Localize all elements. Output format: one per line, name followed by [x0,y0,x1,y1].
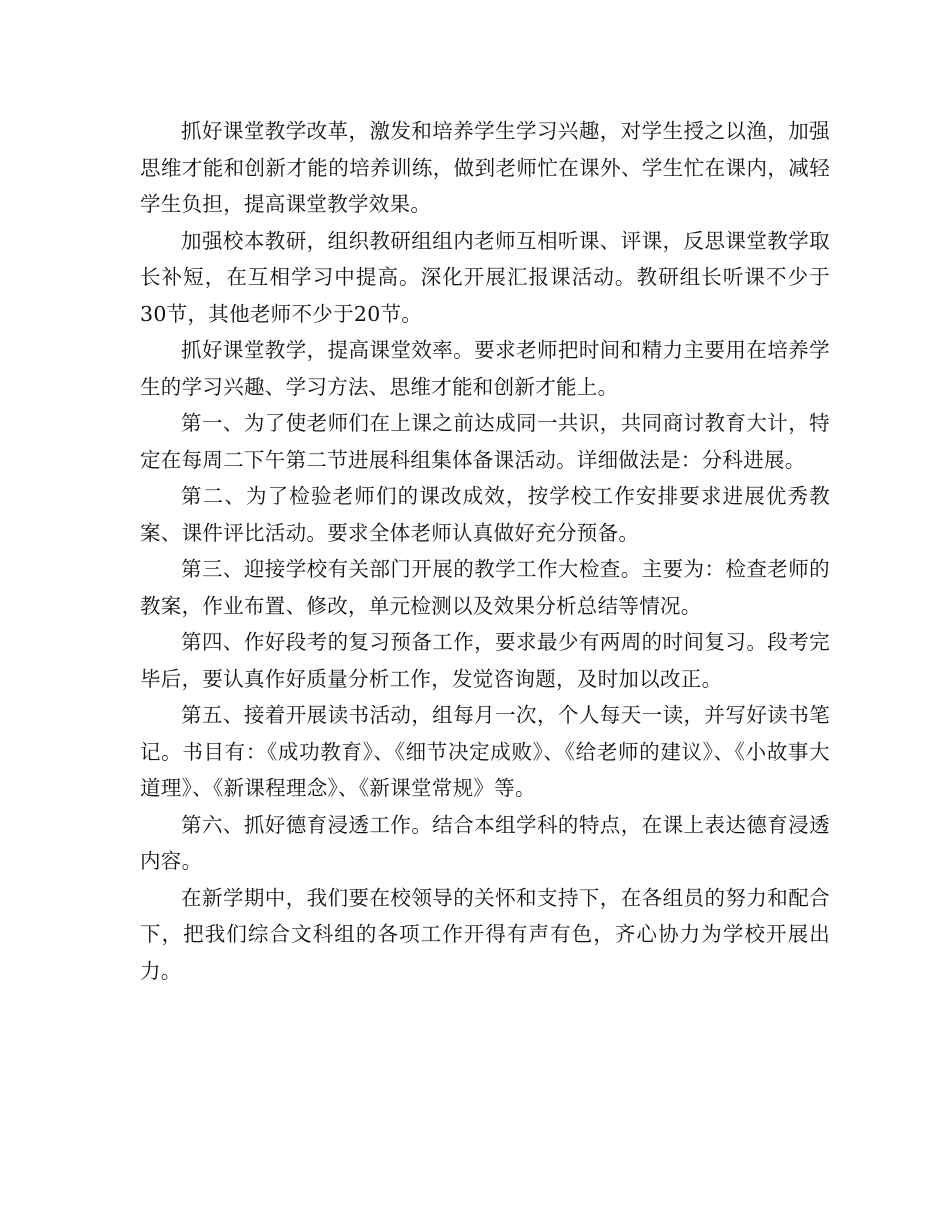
paragraph-item-5: 第五、接着开展读书活动，组每月一次，个人每天一读，并写好读书笔记。书目有：《成功教育》、《细节决定成败》、《给老师的建议》、《小故事大道理》、《新课程理念》、《新课堂常规》等。 [140,703,830,800]
paragraph-item-3: 第三、迎接学校有关部门开展的教学工作大检查。主要为：检查老师的教案，作业布置、修改，单元检测以及效果分析总结等情况。 [140,557,830,618]
paragraph-efficiency: 抓好课堂教学，提高课堂效率。要求老师把时间和精力主要用在培养学生的学习兴趣、学习方法、思维才能和创新才能上。 [140,338,830,399]
paragraph-item-1: 第一、为了使老师们在上课之前达成同一共识，共同商讨教育大计，特定在每周二下午第二节进展科组集体备课活动。详细做法是：分科进展。 [140,411,830,472]
paragraph-school-research: 加强校本教研，组织教研组组内老师互相听课、评课，反思课堂教学取长补短，在互相学习中提高。深化开展汇报课活动。教研组长听课不少于30节，其他老师不少于20节。 [140,228,830,326]
document-body [140,113,830,989]
paragraph-classroom-reform: 抓好课堂教学改革，激发和培养学生学习兴趣，对学生授之以渔，加强思维才能和创新才能的培养训练，做到老师忙在课外、学生忙在课内，减轻学生负担，提高课堂教学效果。 [140,119,830,216]
paragraph-item-4: 第四、作好段考的复习预备工作，要求最少有两周的时间复习。段考完毕后，要认真作好质量分析工作，发觉咨询题，及时加以改正。 [140,630,830,691]
paragraph-item-6: 第六、抓好德育浸透工作。结合本组学科的特点，在课上表达德育浸透内容。 [140,812,830,873]
paragraph-item-2: 第二、为了检验老师们的课改成效，按学校工作安排要求进展优秀教案、课件评比活动。要求全体老师认真做好充分预备。 [140,484,830,545]
paragraph-conclusion: 在新学期中，我们要在校领导的关怀和支持下，在各组员的努力和配合下，把我们综合文科组的各项工作开得有声有色，齐心协力为学校开展出力。 [140,885,830,983]
